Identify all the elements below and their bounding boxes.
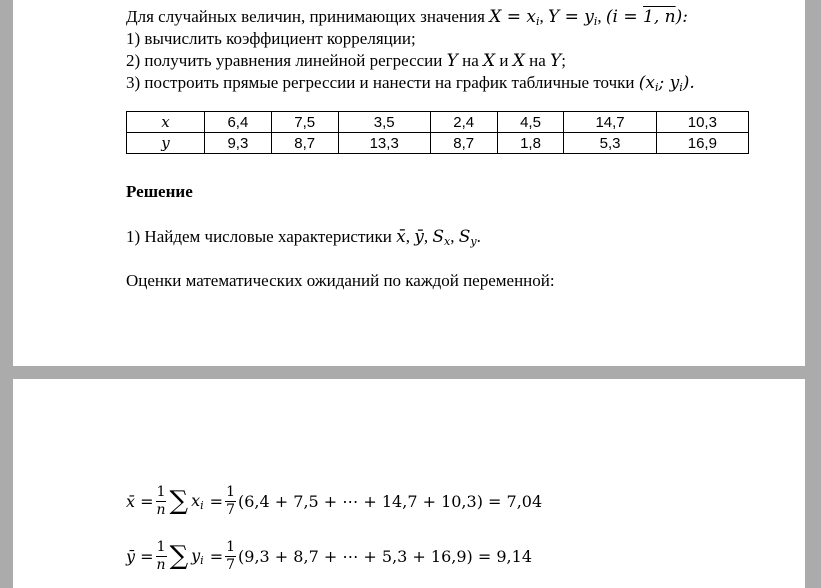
math-index-range: (i = 1, n): [605,7,688,27]
table-cell: 2,4 [430,112,497,133]
step-1-line: 1) Найдем числовые характеристики x̄, ȳ, $S_x$, $S_y$. [126,227,481,248]
formula-x-mean: x̄ = $\frac{1}{n}$ ∑ $x_i$ = $\frac{1}{7}$ (6,4 + 7,5 + ⋯ + 14,7 + 10,3) = 7,04 [126,483,543,518]
fraction-1-over-n: $\frac{1}{n}$ [156,538,166,573]
problem-intro-text: Для случайных величин, принимающих значения [126,7,485,26]
sum-symbol: ∑ [169,541,189,571]
table-cell: 13,3 [338,133,430,154]
sum-symbol: ∑ [169,486,189,516]
math-y-bar: ȳ [414,227,424,247]
table-cell: 3,5 [338,112,430,133]
document-page-2 [13,379,805,588]
math-s-y: $S_y$ [458,227,477,248]
table-cell: 14,7 [564,112,656,133]
solution-heading: Решение [126,182,193,201]
math-s-x: $S_x$ [432,227,451,248]
table-cell: 16,9 [656,133,748,154]
fraction-1-over-n: $\frac{1}{n}$ [156,483,166,518]
table-row-label: x [127,112,205,133]
table-row [127,112,749,133]
table-cell: 7,5 [271,112,338,133]
expectations-line: Оценки математических ожиданий по каждой переменной: [126,271,555,290]
formula-y-mean: ȳ = $\frac{1}{n}$ ∑ $y_i$ = $\frac{1}{7}$ (9,3 + 8,7 + ⋯ + 5,3 + 16,9) = 9,14 [126,538,532,573]
table-cell: 8,7 [430,133,497,154]
math-x-bar: x̄ [396,227,406,247]
table-cell: 1,8 [497,133,564,154]
table-cell: 10,3 [656,112,748,133]
table-row-label: y [127,133,205,154]
fraction-1-over-7: $\frac{1}{7}$ [226,538,236,573]
math-y-equals-yi: $Y = y_i$ [547,7,598,28]
task-3-line: 3) построить прямые регрессии и нанести на график табличные точки ($x_i$; $y_i$). [126,73,695,94]
problem-intro-line: Для случайных величин, принимающих значения $X = x_i$, $Y = y_i$, (i = 1, n): [126,7,688,28]
formula-x-mean-expression: (6,4 + 7,5 + ⋯ + 14,7 + 10,3) = 7,04 [238,491,543,511]
table-cell: 8,7 [271,133,338,154]
table-cell: 9,3 [205,133,272,154]
table-row [127,133,749,154]
task-2-line: 2) получить уравнения линейной регрессии Y на X и X на Y; [126,51,566,71]
math-point-xi-yi: ($x_i$; $y_i$). [638,73,695,94]
table-cell: 6,4 [205,112,272,133]
document-page-1 [13,0,805,366]
fraction-1-over-7: $\frac{1}{7}$ [226,483,235,518]
formula-y-mean-expression: (9,3 + 8,7 + ⋯ + 5,3 + 16,9) = 9,14 [238,546,532,566]
table-cell: 5,3 [564,133,656,154]
data-table [126,111,749,154]
table-cell: 4,5 [497,112,564,133]
math-x-equals-xi: $X = x_i$ [489,7,540,28]
task-1-line: 1) вычислить коэффициент корреляции; [126,29,416,48]
